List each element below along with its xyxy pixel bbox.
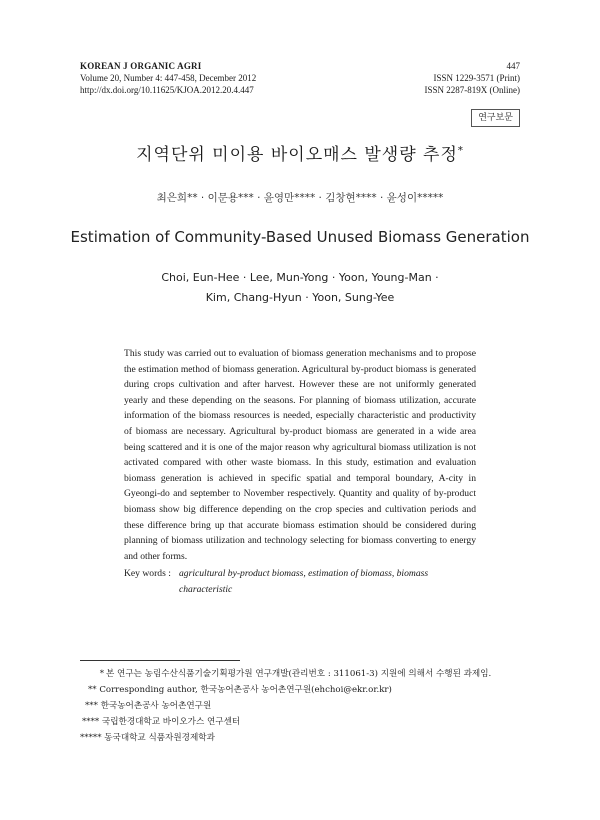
keywords-label: Key words :: [124, 568, 171, 579]
footnotes: [80, 666, 540, 746]
footnote: [80, 698, 540, 714]
footnote-mark: **: [88, 685, 97, 695]
footnote-mark: ***: [85, 701, 98, 711]
korean-title-text: 지역단위 미이용 바이오매스 발생량 추정: [136, 145, 458, 165]
korean-title: [0, 140, 600, 165]
issn-online: ISSN 2287-819X (Online): [424, 85, 520, 95]
journal-name: KOREAN J ORGANIC AGRI: [80, 61, 202, 71]
footnote: [80, 714, 540, 730]
english-title: Estimation of Community-Based Unused Biomass Generation: [70, 228, 530, 246]
footnote-mark: ****: [82, 717, 100, 727]
footnote-mark: *: [99, 669, 104, 679]
korean-authors: 최은희** · 이문용*** · 윤영만**** · 김창현**** · 윤성이*****: [156, 192, 444, 204]
keywords-text: agricultural by-product biomass, estimation of biomass, biomass characteristic: [179, 568, 429, 595]
english-authors-line: Kim, Chang-Hyun · Yoon, Sung-Yee: [205, 291, 395, 304]
journal-info: [80, 60, 256, 96]
page-number: 447: [506, 61, 520, 71]
footnote-mark: *****: [80, 733, 102, 743]
abstract: This study was carried out to evaluation of biomass generation mechanisms and to propose the estimation method of biomass generation. Agricultural by-product biomass is generated during crops cultivation and after harvest. However these are not uniformly generated yearly and these depending on the seasons. For planning of biomass utilization, accurate information of the biomass resources is needed, especially characteristic and productivity of biomass are necessary. Agricultural by-product biomass are generated in a wide area being scattered and it is one of the major reason why agricultural biomass utilization is not activated compared with other waste biomass. In this study, estimation and evaluation biomass generation is achieved in specific spatial and temporal boundary, A-city in Gyeongi-do and september to November respectively. Quantity and quality of by-product biomass show big difference depending on the crop species and cultivation periods and these difference bring up that accurate biomass estimation should be considered during planning of biomass utilization and technology selecting for biomass converting to energy and other forms.: [124, 348, 476, 562]
footnote: [80, 682, 540, 698]
english-authors-line: Choi, Eun-Hee · Lee, Mun-Yong · Yoon, Young-Man ·: [161, 271, 439, 284]
footnote-text: 동국대학교 식품자원경제학과: [104, 733, 215, 743]
article-type-badge: 연구보문: [471, 109, 520, 127]
english-authors: [0, 268, 600, 308]
volume-info: Volume 20, Number 4: 447-458, December 2012: [80, 73, 257, 83]
issn-info: [425, 60, 521, 96]
issn-print: ISSN 1229-3571 (Print): [433, 73, 520, 83]
footnote: [80, 730, 540, 746]
footnote-divider: [80, 660, 240, 661]
doi-link[interactable]: http://dx.doi.org/10.11625/KJOA.2012.20.4.447: [80, 85, 254, 95]
footnote-text: 한국농어촌공사 농어촌연구원: [100, 701, 212, 711]
footnote-text: 본 연구는 농림수산식품기술기획평가원 연구개발(관리번호 : 311061-3) 지원에 의해서 수행된 과제임.: [106, 669, 492, 679]
footnote-text: 국립한경대학교 바이오가스 연구센터: [101, 717, 241, 727]
title-footnote-mark: *: [457, 145, 464, 157]
footnote-text: Corresponding author, 한국농어촌공사 농어촌연구원(ehchoi@ekr.or.kr): [99, 685, 392, 695]
footnote: [80, 666, 540, 682]
